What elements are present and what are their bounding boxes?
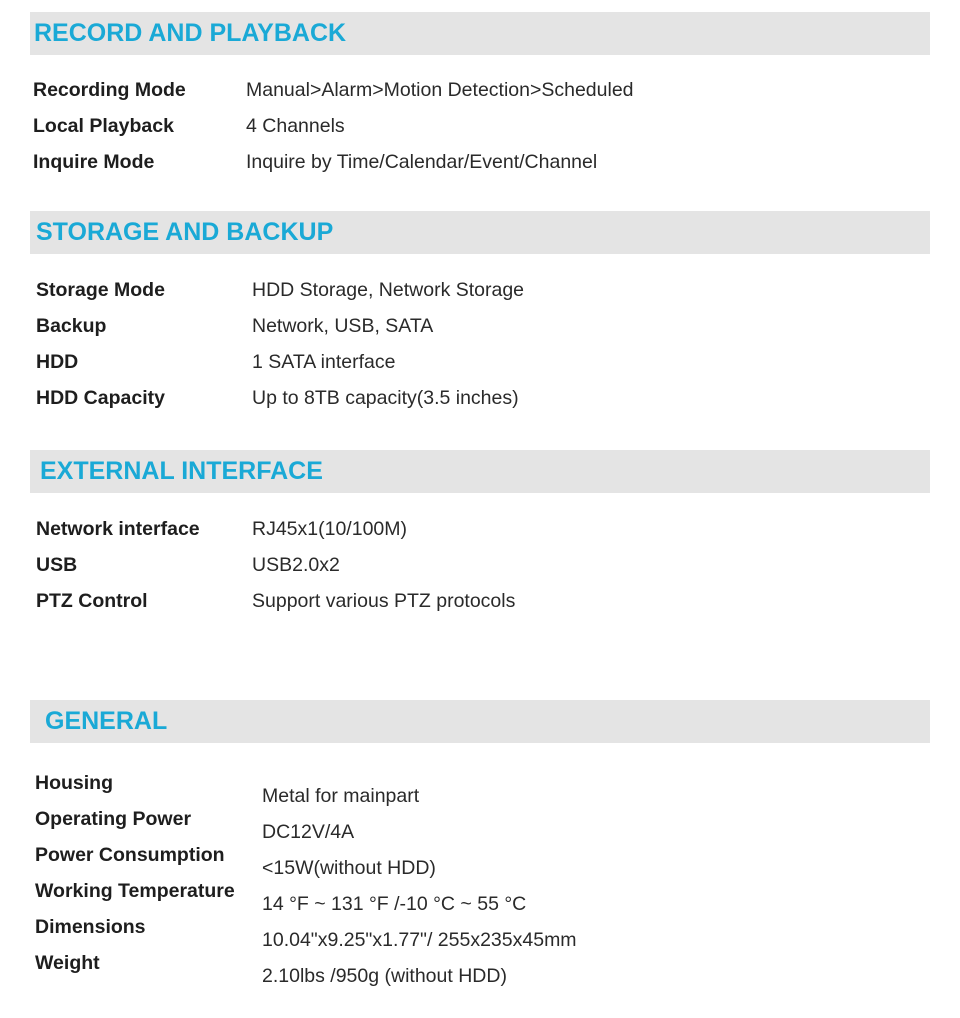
spec-label-housing: Housing: [35, 772, 113, 794]
section-header-external-interface: [30, 450, 930, 493]
spec-label-inquire-mode: Inquire Mode: [33, 151, 155, 173]
spec-label-local-playback: Local Playback: [33, 115, 174, 137]
spec-value-inquire-mode: Inquire by Time/Calendar/Event/Channel: [246, 151, 598, 173]
spec-label-hdd: HDD: [36, 351, 79, 373]
spec-label-ptz-control: PTZ Control: [36, 590, 148, 612]
spec-label-storage-mode: Storage Mode: [36, 279, 165, 301]
section-header-storage-backup: [30, 211, 930, 254]
spec-value-power-consumption: <15W(without HDD): [262, 857, 436, 879]
spec-value-hdd: 1 SATA interface: [252, 351, 396, 373]
spec-value-storage-mode: HDD Storage, Network Storage: [252, 279, 525, 301]
spec-value-local-playback: 4 Channels: [246, 115, 345, 137]
spec-label-network-interface: Network interface: [36, 518, 200, 540]
section-title-record-playback: RECORD AND PLAYBACK: [34, 19, 347, 47]
spec-label-backup: Backup: [36, 315, 107, 337]
spec-value-usb: USB2.0x2: [252, 554, 340, 576]
spec-label-power-consumption: Power Consumption: [35, 844, 225, 866]
section-title-external-interface: EXTERNAL INTERFACE: [40, 457, 323, 485]
spec-value-housing: Metal for mainpart: [262, 785, 420, 807]
spec-label-recording-mode: Recording Mode: [33, 79, 186, 101]
spec-value-working-temperature: 14 °F ~ 131 °F /-10 °C ~ 55 °C: [262, 893, 527, 915]
spec-label-dimensions: Dimensions: [35, 916, 146, 938]
spec-label-usb: USB: [36, 554, 78, 576]
spec-value-weight: 2.10lbs /950g (without HDD): [262, 965, 507, 987]
section-header-record-playback: [30, 12, 930, 55]
spec-label-weight: Weight: [35, 952, 100, 974]
spec-label-hdd-capacity: HDD Capacity: [36, 387, 165, 409]
spec-value-dimensions: 10.04"x9.25"x1.77"/ 255x235x45mm: [262, 929, 577, 951]
spec-value-ptz-control: Support various PTZ protocols: [252, 590, 516, 612]
spec-value-hdd-capacity: Up to 8TB capacity(3.5 inches): [252, 387, 519, 409]
section-title-general: GENERAL: [45, 707, 168, 735]
section-header-general: [30, 700, 930, 743]
spec-value-backup: Network, USB, SATA: [252, 315, 434, 337]
spec-value-network-interface: RJ45x1(10/100M): [252, 518, 407, 540]
spec-value-operating-power: DC12V/4A: [262, 821, 355, 843]
section-title-storage-backup: STORAGE AND BACKUP: [36, 218, 334, 246]
spec-label-operating-power: Operating Power: [35, 808, 192, 830]
spec-label-working-temperature: Working Temperature: [35, 880, 235, 902]
spec-value-recording-mode: Manual>Alarm>Motion Detection>Scheduled: [246, 79, 634, 101]
